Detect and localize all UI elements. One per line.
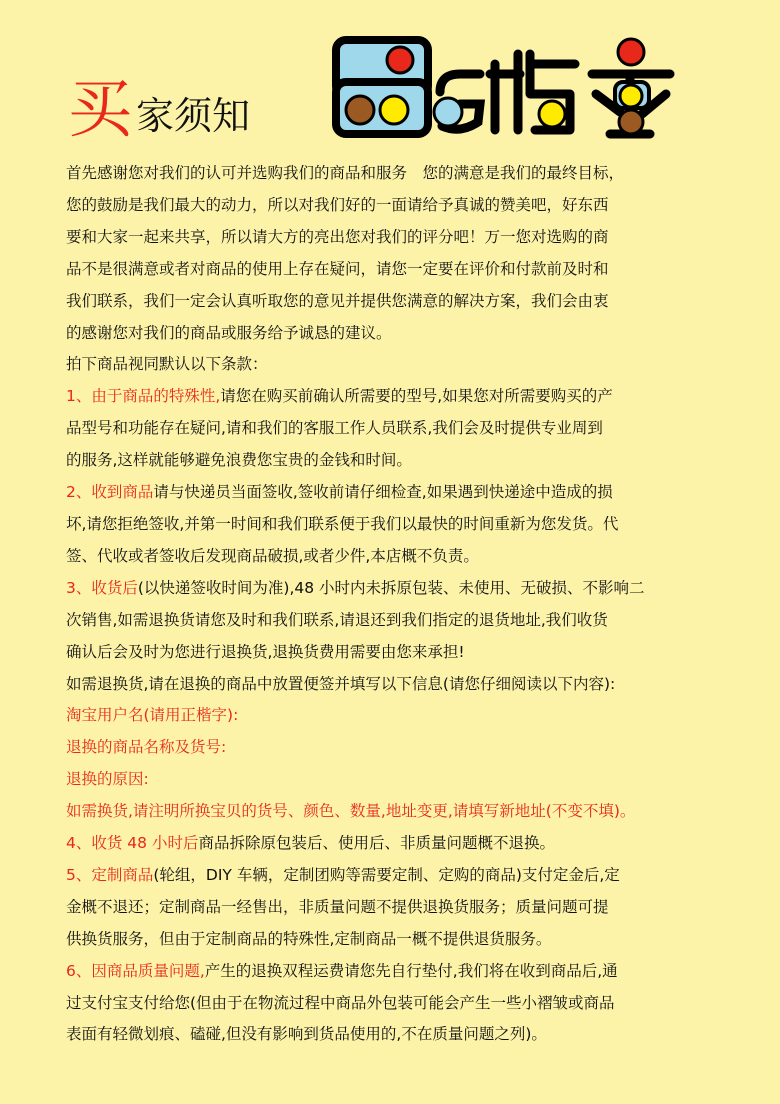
brand-logo: [330, 34, 690, 144]
clause-1-line: 品型号和功能存在疑问,请和我们的客服工作人员联系,我们会及时提供专业周到: [66, 419, 603, 438]
return-info-intro: 如需退换货,请在退换的商品中放置便签并填写以下信息(请您仔细阅读以下内容):: [66, 674, 616, 693]
clause-5-heading: 5、定制商品: [66, 865, 154, 884]
clause-3-line: 次销售,如需退换货请您及时和我们联系,请退还到我们指定的退货地址,我们收货: [66, 610, 608, 629]
clause-3-line: 确认后会及时为您进行退换货,退换货费用需要由您来承担!: [66, 642, 465, 661]
clause-5: [66, 860, 726, 892]
return-field-username: 淘宝用户名(请用正楷字):: [66, 706, 239, 725]
return-field-reason: 退换的原因:: [66, 770, 149, 789]
clause-1-text: 请您在购买前确认所需要的型号,如果您对所需要购买的产: [220, 387, 613, 406]
terms-heading: 拍下商品视同默认以下条款：: [66, 355, 268, 374]
clause-1-heading: 1、由于商品的特殊性,: [66, 387, 221, 406]
clause-6-heading: 6、因商品质量问题,: [66, 961, 205, 980]
notice-body: [66, 158, 726, 1051]
clause-6-text: 产生的退换双程运费请您先自行垫付,我们将在收到商品后,通: [204, 961, 618, 980]
clause-4: [66, 828, 726, 860]
clause-6-line: 表面有轻微划痕、磕碰,但没有影响到货品使用的,不在质量问题之列)。: [66, 1025, 547, 1044]
intro-line: 的感谢您对我们的商品或服务给予诚恳的建议。: [66, 323, 392, 342]
clause-2-line: 签、代收或者签收后发现商品破损,或者少件,本店概不负责。: [66, 546, 479, 565]
clause-6: [66, 956, 726, 988]
title-rest: 家须知: [136, 94, 251, 138]
clause-1-line: 的服务,这样就能够避免浪费您宝贵的金钱和时间。: [66, 451, 412, 470]
clause-2-heading: 2、收到商品: [66, 483, 154, 502]
return-field-exchange: 如需换货,请注明所换宝贝的货号、颜色、数量,地址变更,请填写新地址(不变不填)。: [66, 802, 636, 821]
intro-line: 要和大家一起来共享，所以请大方的亮出您对我们的评分吧！万一您对选购的商: [66, 227, 609, 246]
clause-5-line: 供换货服务，但由于定制商品的特殊性,定制商品一概不提供退货服务。: [66, 929, 552, 948]
clause-2-text: 请与快递员当面签收,签收前请仔细检查,如果遇到快递途中造成的损: [153, 483, 613, 502]
title-first-char: 买: [68, 73, 132, 147]
header: [0, 0, 780, 150]
clause-3-text: (以快递签收时间为准),48 小时内未拆原包装、未使用、无破损、不影响二: [137, 578, 645, 597]
intro-line: 我们联系，我们一定会认真听取您的意见并提供您满意的解决方案，我们会由衷: [66, 291, 609, 310]
return-field-product: 退换的商品名称及货号:: [66, 738, 227, 757]
clause-2-line: 坏,请您拒绝签收,并第一时间和我们联系便于我们以最快的时间重新为您发货。代: [66, 514, 619, 533]
clause-5-line: 金概不退还；定制商品一经售出，非质量问题不提供退换货服务；质量问题可提: [66, 897, 609, 916]
intro-line: 品不是很满意或者对商品的使用上存在疑问，请您一定要在评价和付款前及时和: [66, 259, 609, 278]
clause-3: [66, 573, 726, 605]
intro-line: 首先感谢您对我们的认可并选购我们的商品和服务 您的满意是我们的最终目标，: [66, 164, 625, 182]
clause-5-text: (轮组，DIY 车辆，定制团购等需要定制、定购的商品)支付定金后,定: [153, 865, 620, 884]
clause-3-heading: 3、收货后: [66, 578, 138, 597]
clause-4-text: 商品拆除原包装后、使用后、非质量问题概不退换。: [198, 834, 555, 853]
page-title: [68, 73, 251, 147]
intro-line: 您的鼓励是我们最大的动力，所以对我们好的一面请给予真诚的赞美吧，好东西: [66, 195, 609, 214]
clause-4-heading: 4、收货 48 小时后: [66, 834, 199, 853]
clause-2: [66, 477, 726, 509]
clause-1: [66, 381, 726, 413]
clause-6-line: 过支付宝支付给您(但由于在物流过程中商品外包装可能会产生一些小褶皱或商品: [66, 993, 615, 1012]
